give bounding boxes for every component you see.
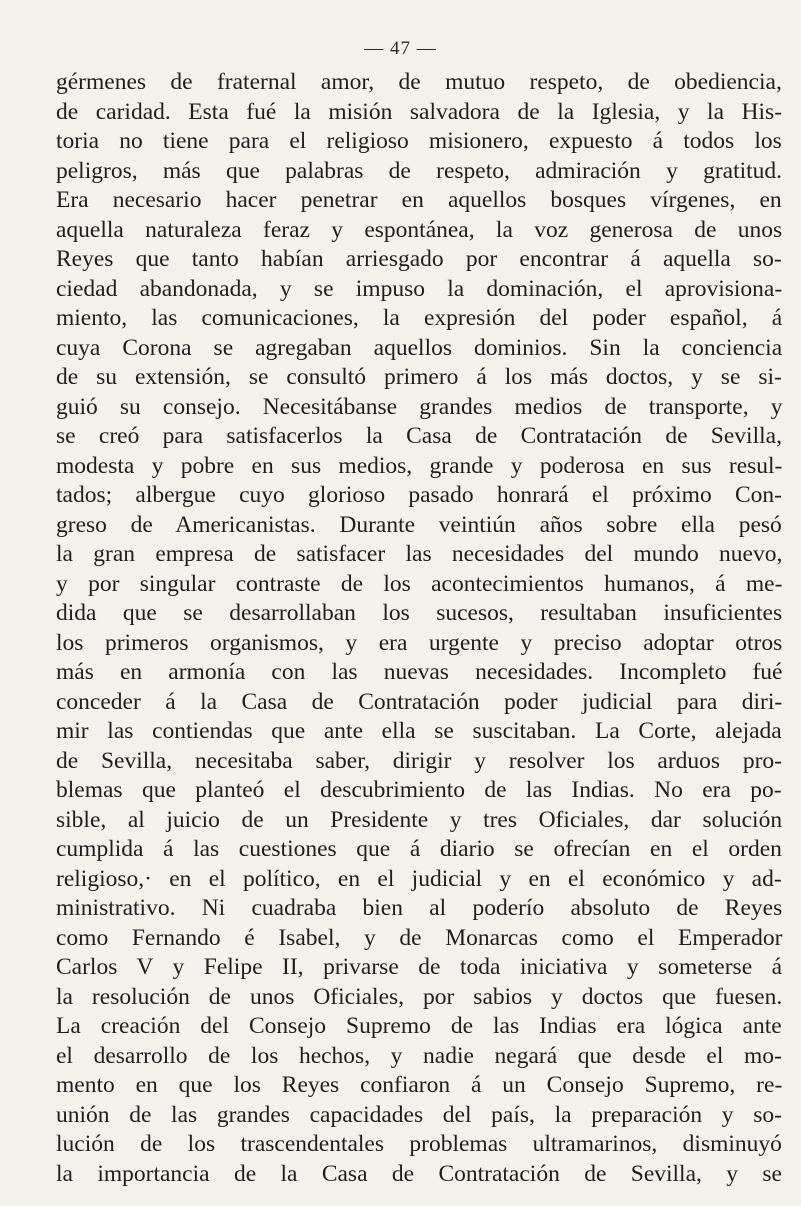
text-line: Era necesario hacer penetrar en aquellos bosques vírgenes, en <box>56 187 782 213</box>
text-line: modesta y pobre en sus medios, grande y poderosa en sus resul- <box>56 452 783 479</box>
text-line: ministrativo. Ni cuadraba bien al poderío absoluto de Reyes <box>56 895 783 921</box>
body-text <box>56 68 782 1189</box>
text-line: Carlos V y Felipe II, privarse de toda iniciativa y someterse á <box>56 954 783 980</box>
text-line: lución de los trascendentales problemas ultramarinos, disminuyó <box>56 1131 782 1157</box>
text-line: los primeros organismos, y era urgente y preciso adoptar otros <box>56 629 783 656</box>
text-line: La creación del Consejo Supremo de las Indias era lógica ante <box>56 1013 782 1039</box>
text-line: ciedad abandonada, y se impuso la dominación, el aprovisiona- <box>56 275 783 302</box>
text-line: Reyes que tanto habían arriesgado por encontrar á aquella so- <box>56 246 782 272</box>
text-line: cuya Corona se agregaban aquellos dominios. Sin la conciencia <box>56 334 783 361</box>
text-line: y por singular contraste de los acontecimientos humanos, á me- <box>56 570 783 597</box>
text-line: sible, al juicio de un Presidente y tres Oficiales, dar solución <box>56 806 783 833</box>
text-line: religioso,· en el político, en el judicial y en el económico y ad- <box>56 865 782 892</box>
text-line: de Sevilla, necesitaba saber, dirigir y resolver los arduos pro- <box>56 747 782 774</box>
text-line: el desarrollo de los hechos, y nadie negará que desde el mo- <box>56 1042 782 1069</box>
text-line: toria no tiene para el religioso misionero, expuesto á todos los <box>56 128 782 154</box>
text-line: la gran empresa de satisfacer las necesidades del mundo nuevo, <box>56 541 783 567</box>
text-line: tados; albergue cuyo glorioso pasado honrará el próximo Con- <box>56 482 782 508</box>
text-line: gérmenes de fraternal amor, de mutuo respeto, de obediencia, <box>56 69 782 95</box>
text-line: mir las contiendas que ante ella se suscitaban. La Corte, alejada <box>56 718 782 744</box>
text-line: conceder á la Casa de Contratación poder judicial para diri- <box>56 688 783 715</box>
text-line: guió su consejo. Necesitábanse grandes medios de transporte, y <box>56 393 783 420</box>
text-line: de su extensión, se consultó primero á los más doctos, y se si- <box>56 364 782 390</box>
text-line: greso de Americanistas. Durante veintiún años sobre ella pesó <box>56 511 782 538</box>
text-line: se creó para satisfacerlos la Casa de Contratación de Sevilla, <box>56 423 782 449</box>
text-line: mento en que los Reyes confiaron á un Consejo Supremo, re- <box>56 1072 783 1098</box>
page-number: — 47 — <box>364 38 437 59</box>
text-line: la resolución de unos Oficiales, por sabios y doctos que fuesen. <box>56 983 783 1010</box>
text-line: miento, las comunicaciones, la expresión del poder español, á <box>56 305 783 331</box>
text-line: como Fernando é Isabel, y de Monarcas como el Emperador <box>56 924 783 951</box>
text-line: la importancia de la Casa de Contratación de Sevilla, y se <box>56 1160 782 1187</box>
text-line: peligros, más que palabras de respeto, admiración y gratitud. <box>56 157 783 184</box>
text-line: blemas que planteó el descubrimiento de las Indias. No era po- <box>56 777 782 803</box>
text-line: cumplida á las cuestiones que á diario se ofrecían en el orden <box>56 836 782 862</box>
text-line: unión de las grandes capacidades del país, la preparación y so- <box>56 1101 782 1128</box>
text-line: dida que se desarrollaban los sucesos, resultaban insuficientes <box>56 600 783 626</box>
text-line: más en armonía con las nuevas necesidades. Incompleto fué <box>56 659 783 685</box>
text-line: aquella naturaleza feraz y espontánea, la voz generosa de unos <box>56 216 783 243</box>
text-line: de caridad. Esta fué la misión salvadora de la Iglesia, y la His- <box>56 98 783 125</box>
